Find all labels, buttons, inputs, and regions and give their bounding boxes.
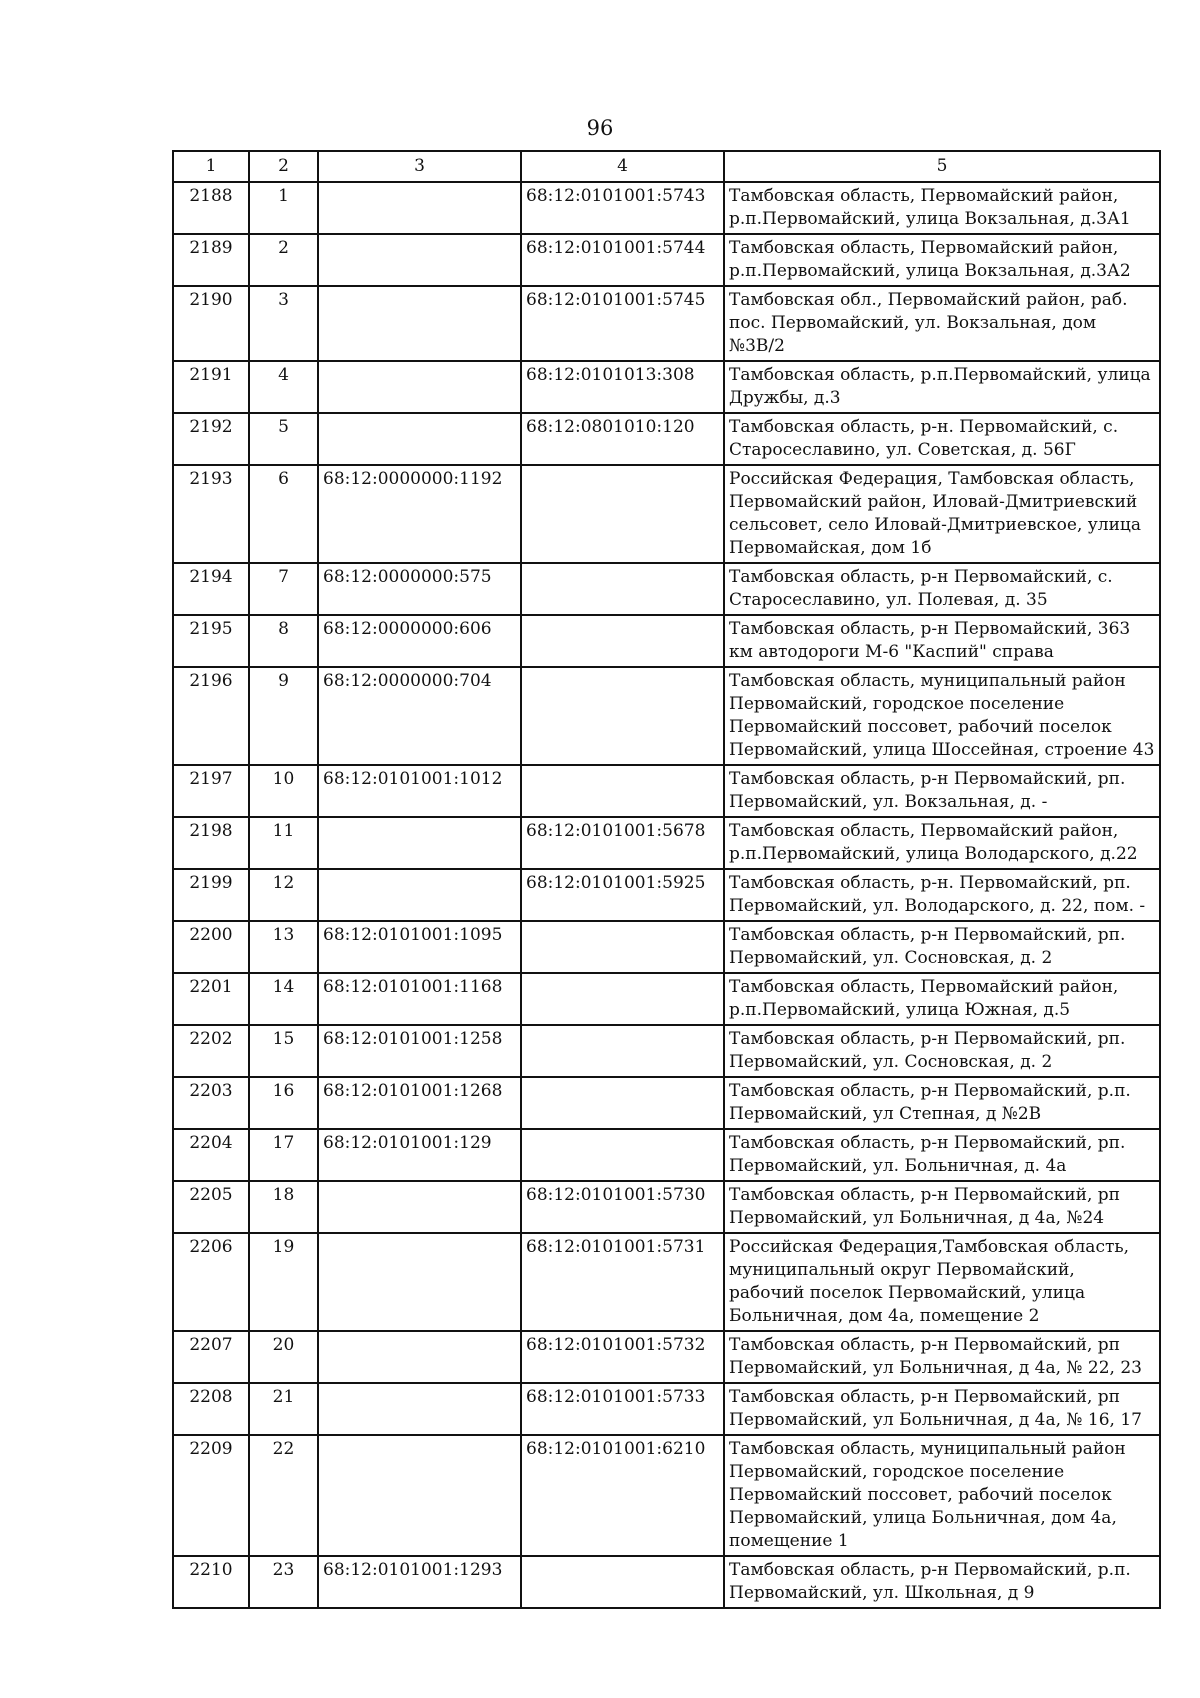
row-number-cell: 2202 [173,1025,249,1077]
address-cell: Тамбовская область, р-н Первомайский, р.п. Первомайский, ул. Школьная, д 9 [724,1556,1160,1608]
row-index-cell: 21 [249,1383,318,1435]
row-index-cell: 16 [249,1077,318,1129]
row-index-cell: 20 [249,1331,318,1383]
row-index-cell: 19 [249,1233,318,1331]
row-index-cell: 1 [249,182,318,234]
row-number-cell: 2208 [173,1383,249,1435]
address-cell: Тамбовская область, муниципальный район Первомайский, городское поселение Первомайский поссовет, рабочий поселок Первомайский, улица Больничная, дом 4а, помещение 1 [724,1435,1160,1556]
table-row [173,615,1160,667]
cadastral-number-cell [318,1233,521,1331]
address-cell: Тамбовская область, муниципальный район Первомайский, городское поселение Первомайский поссовет, рабочий поселок Первомайский, улица Шоссейная, строение 43 [724,667,1160,765]
row-number-cell: 2190 [173,286,249,361]
cadastral-number-cell: 68:12:0000000:1192 [318,465,521,563]
address-cell: Тамбовская область, р-н. Первомайский, с. Старосеславино, ул. Советская, д. 56Г [724,413,1160,465]
row-index-cell: 23 [249,1556,318,1608]
cadastral-number-cell: 68:12:0801010:120 [521,413,724,465]
row-index-cell: 3 [249,286,318,361]
row-index-cell: 10 [249,765,318,817]
address-cell: Тамбовская область, р-н Первомайский, рп. Первомайский, ул. Сосновская, д. 2 [724,921,1160,973]
row-index-cell: 18 [249,1181,318,1233]
address-cell: Тамбовская область, р-н Первомайский, 363 км автодороги М-6 "Каспий" справа [724,615,1160,667]
table-header [173,151,1160,182]
cadastral-number-cell: 68:12:0101001:5733 [521,1383,724,1435]
cadastral-number-cell [318,1383,521,1435]
address-cell: Тамбовская область, Первомайский район, р.п.Первомайский, улица Вокзальная, д.3А1 [724,182,1160,234]
address-cell: Тамбовская область, р-н Первомайский, с. Старосеславино, ул. Полевая, д. 35 [724,563,1160,615]
table-row [173,765,1160,817]
cadastral-number-cell [521,973,724,1025]
table-row [173,182,1160,234]
table-row [173,869,1160,921]
registry-table [172,150,1161,1609]
cadastral-number-cell [318,817,521,869]
column-header-5: 5 [724,151,1160,182]
cadastral-number-cell: 68:12:0101001:6210 [521,1435,724,1556]
address-cell: Тамбовская область, р-н Первомайский, р.п. Первомайский, ул Степная, д №2В [724,1077,1160,1129]
cadastral-number-cell [318,1181,521,1233]
row-number-cell: 2193 [173,465,249,563]
table-row [173,1435,1160,1556]
table-body [173,182,1160,1608]
table-row [173,1383,1160,1435]
row-number-cell: 2198 [173,817,249,869]
address-cell: Тамбовская область, Первомайский район, р.п.Первомайский, улица Южная, д.5 [724,973,1160,1025]
row-number-cell: 2195 [173,615,249,667]
row-index-cell: 15 [249,1025,318,1077]
row-index-cell: 7 [249,563,318,615]
row-number-cell: 2204 [173,1129,249,1181]
row-number-cell: 2194 [173,563,249,615]
cadastral-number-cell: 68:12:0101001:5732 [521,1331,724,1383]
cadastral-number-cell [318,234,521,286]
cadastral-number-cell: 68:12:0101001:5745 [521,286,724,361]
table-row [173,465,1160,563]
table-row [173,1077,1160,1129]
cadastral-number-cell [521,765,724,817]
address-cell: Тамбовская область, р-н Первомайский, рп Первомайский, ул Больничная, д 4а, № 16, 17 [724,1383,1160,1435]
header-row [173,151,1160,182]
row-index-cell: 13 [249,921,318,973]
row-number-cell: 2205 [173,1181,249,1233]
page-number: 96 [586,116,614,140]
row-index-cell: 6 [249,465,318,563]
address-cell: Тамбовская область, р-н Первомайский, рп Первомайский, ул Больничная, д 4а, № 22, 23 [724,1331,1160,1383]
cadastral-number-cell [318,182,521,234]
cadastral-number-cell [318,869,521,921]
row-number-cell: 2210 [173,1556,249,1608]
cadastral-number-cell [521,1129,724,1181]
cadastral-number-cell: 68:12:0101001:1258 [318,1025,521,1077]
row-number-cell: 2206 [173,1233,249,1331]
table-row [173,413,1160,465]
row-number-cell: 2201 [173,973,249,1025]
row-index-cell: 9 [249,667,318,765]
address-cell: Российская Федерация,Тамбовская область, муниципальный округ Первомайский, рабочий поселок Первомайский, улица Больничная, дом 4а, помещение 2 [724,1233,1160,1331]
table-row [173,1025,1160,1077]
table-row [173,286,1160,361]
row-index-cell: 22 [249,1435,318,1556]
row-number-cell: 2203 [173,1077,249,1129]
cadastral-number-cell [521,921,724,973]
cadastral-number-cell: 68:12:0101001:5731 [521,1233,724,1331]
table-row [173,1233,1160,1331]
row-number-cell: 2192 [173,413,249,465]
address-cell: Тамбовская область, р-н Первомайский, рп. Первомайский, ул. Сосновская, д. 2 [724,1025,1160,1077]
address-cell: Тамбовская область, р-н Первомайский, рп. Первомайский, ул. Больничная, д. 4а [724,1129,1160,1181]
table-row [173,1556,1160,1608]
row-index-cell: 11 [249,817,318,869]
row-number-cell: 2200 [173,921,249,973]
cadastral-number-cell: 68:12:0101001:5743 [521,182,724,234]
address-cell: Тамбовская область, р-н. Первомайский, рп. Первомайский, ул. Володарского, д. 22, пом. - [724,869,1160,921]
table-row [173,1129,1160,1181]
cadastral-number-cell [521,465,724,563]
cadastral-number-cell: 68:12:0000000:575 [318,563,521,615]
row-index-cell: 12 [249,869,318,921]
cadastral-number-cell [521,563,724,615]
cadastral-number-cell: 68:12:0101013:308 [521,361,724,413]
table-row [173,1181,1160,1233]
cadastral-number-cell: 68:12:0101001:1268 [318,1077,521,1129]
row-number-cell: 2196 [173,667,249,765]
address-cell: Тамбовская область, Первомайский район, р.п.Первомайский, улица Вокзальная, д.3А2 [724,234,1160,286]
cadastral-number-cell: 68:12:0101001:5730 [521,1181,724,1233]
cadastral-number-cell [521,1025,724,1077]
cadastral-number-cell [318,286,521,361]
table-row [173,973,1160,1025]
row-number-cell: 2209 [173,1435,249,1556]
cadastral-number-cell: 68:12:0101001:1095 [318,921,521,973]
cadastral-number-cell: 68:12:0000000:606 [318,615,521,667]
address-cell: Тамбовская область, р-н Первомайский, рп. Первомайский, ул. Вокзальная, д. - [724,765,1160,817]
row-number-cell: 2189 [173,234,249,286]
address-cell: Тамбовская область, Первомайский район, р.п.Первомайский, улица Володарского, д.22 [724,817,1160,869]
cadastral-number-cell [318,1331,521,1383]
cadastral-number-cell: 68:12:0101001:1012 [318,765,521,817]
address-cell: Российская Федерация, Тамбовская область, Первомайский район, Иловай-Дмитриевский сельсовет, село Иловай-Дмитриевское, улица Первомайская, дом 1б [724,465,1160,563]
row-index-cell: 4 [249,361,318,413]
column-header-3: 3 [318,151,521,182]
cadastral-number-cell: 68:12:0101001:129 [318,1129,521,1181]
row-index-cell: 2 [249,234,318,286]
table-row [173,1331,1160,1383]
cadastral-number-cell: 68:12:0000000:704 [318,667,521,765]
cadastral-number-cell: 68:12:0101001:5925 [521,869,724,921]
row-index-cell: 14 [249,973,318,1025]
cadastral-number-cell [318,361,521,413]
row-number-cell: 2197 [173,765,249,817]
row-number-cell: 2199 [173,869,249,921]
row-index-cell: 8 [249,615,318,667]
row-index-cell: 17 [249,1129,318,1181]
cadastral-number-cell: 68:12:0101001:1293 [318,1556,521,1608]
table-row [173,667,1160,765]
row-number-cell: 2191 [173,361,249,413]
cadastral-number-cell [521,615,724,667]
table-row [173,817,1160,869]
cadastral-number-cell: 68:12:0101001:1168 [318,973,521,1025]
cadastral-number-cell [521,667,724,765]
row-number-cell: 2188 [173,182,249,234]
table-row [173,361,1160,413]
cadastral-number-cell [521,1556,724,1608]
address-cell: Тамбовская обл., Первомайский район, раб. пос. Первомайский, ул. Вокзальная, дом №3В/2 [724,286,1160,361]
column-header-1: 1 [173,151,249,182]
column-header-2: 2 [249,151,318,182]
address-cell: Тамбовская область, р-н Первомайский, рп Первомайский, ул Больничная, д 4а, №24 [724,1181,1160,1233]
column-header-4: 4 [521,151,724,182]
row-index-cell: 5 [249,413,318,465]
table-row [173,921,1160,973]
row-number-cell: 2207 [173,1331,249,1383]
cadastral-number-cell [318,413,521,465]
cadastral-number-cell: 68:12:0101001:5678 [521,817,724,869]
cadastral-number-cell [521,1077,724,1129]
table-row [173,234,1160,286]
cadastral-number-cell [318,1435,521,1556]
address-cell: Тамбовская область, р.п.Первомайский, улица Дружбы, д.3 [724,361,1160,413]
cadastral-number-cell: 68:12:0101001:5744 [521,234,724,286]
table-row [173,563,1160,615]
